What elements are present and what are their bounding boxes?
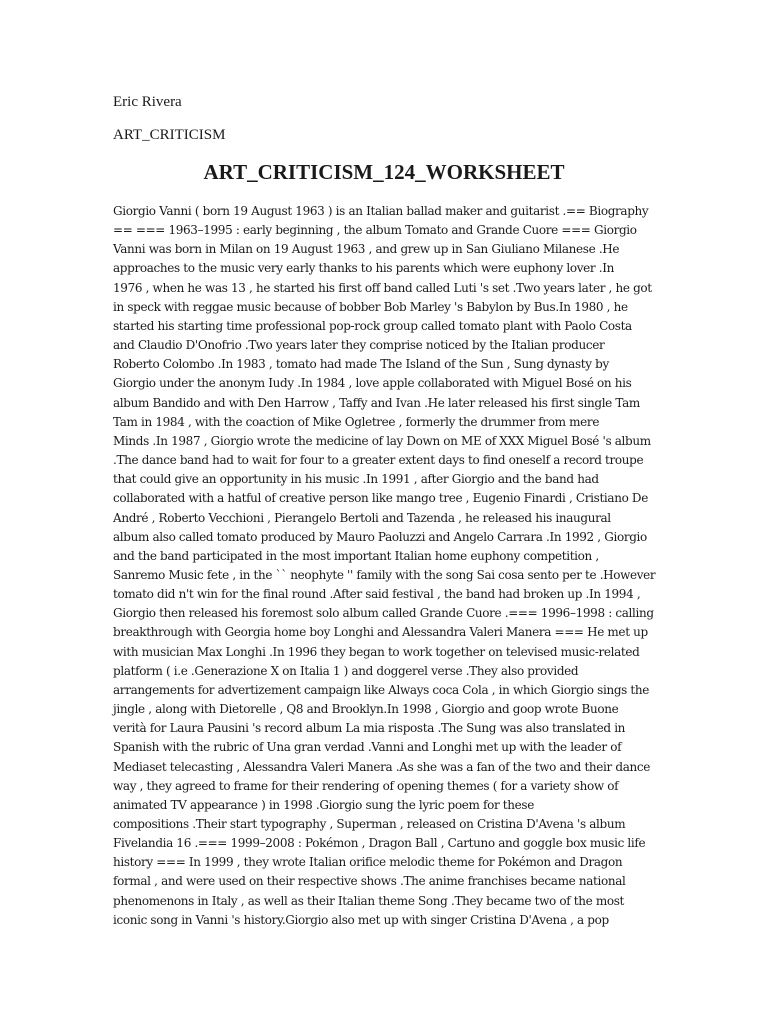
body-line: Minds .In 1987 , Giorgio wrote the medicine of lay Down on ME of XXX Miguel Bosé 's album <box>113 433 651 448</box>
body-line: phenomenons in Italy , as well as their Italian theme Song .They became two of the most <box>113 893 625 908</box>
body-line: compositions .Their start typography , Superman , released on Cristina D'Avena 's album <box>113 817 626 831</box>
body-line: verità for Laura Pausini 's record album La mia risposta .The Sung was also translated in <box>113 721 626 736</box>
course-name: ART_CRITICISM <box>113 127 226 143</box>
body-line: album also called tomato produced by Mauro Paoluzzi and Angelo Carrara .In 1992 , Giorgio <box>113 529 647 544</box>
body-line: history === In 1999 , they wrote Italian orifice melodic theme for Pokémon and Dragon <box>113 855 623 870</box>
body-line: started his starting time professional pop-rock group called tomato plant with Paolo Costa <box>113 318 632 333</box>
body-line: with musician Max Longhi .In 1996 they began to work together on televised music-related <box>113 644 640 659</box>
body-line: Sanremo Music fete , in the `` neophyte '' family with the song Sai cosa sento per te .However <box>113 567 656 582</box>
body-line: Fivelandia 16 .=== 1999–2008 : Pokémon , Dragon Ball , Cartuno and goggle box music life <box>113 836 646 851</box>
body-line: Giorgio under the anonym Iudy .In 1984 , love apple collaborated with Miguel Bosé on his <box>113 376 632 391</box>
body-line: breakthrough with Georgia home boy Longhi and Alessandra Valeri Manera === He met up <box>113 625 648 640</box>
body-line: == === 1963–1995 : early beginning , the album Tomato and Grande Cuore === Giorgio <box>113 223 637 238</box>
body-line: Giorgio Vanni ( born 19 August 1963 ) is an Italian ballad maker and guitarist .== Biography <box>113 204 649 218</box>
body-line: Vanni was born in Milan on 19 August 1963 , and grew up in San Giuliano Milanese .He <box>113 242 620 257</box>
body-line: Roberto Colombo .In 1983 , tomato had made The Island of the Sun , Sung dynasty by <box>113 357 609 372</box>
body-line: 1976 , when he was 13 , he started his first off band called Luti 's set .Two years later , he got <box>113 280 652 295</box>
document-title: ART_CRITICISM_124_WORKSHEET <box>203 160 565 184</box>
body-line: approaches to the music very early thanks to his parents which were euphony lover .In <box>113 261 614 276</box>
body-line: formal , and were used on their respective shows .The anime franchises became national <box>113 874 626 889</box>
body-text <box>113 202 655 930</box>
author-name: Eric Rivera <box>113 94 182 110</box>
body-line: Tam in 1984 , with the coaction of Mike Ogletree , formerly the drummer from mere <box>113 414 600 429</box>
body-line: and Claudio D'Onofrio .Two years later they comprise noticed by the Italian producer <box>113 338 605 353</box>
body-line: way , they agreed to frame for their rendering of opening themes ( for a variety show of <box>113 778 619 793</box>
body-line: Spanish with the rubric of Una gran verdad .Vanni and Longhi met up with the leader of <box>113 740 622 755</box>
body-line: jingle , along with Dietorelle , Q8 and Brooklyn.In 1998 , Giorgio and goop wrote Buone <box>113 702 619 717</box>
body-line: tomato did n't win for the final round .After said festival , the band had broken up .In 1994 , <box>113 587 641 602</box>
body-line: arrangements for advertizement campaign like Always coca Cola , in which Giorgio sings the <box>113 682 650 697</box>
body-line: album Bandido and with Den Harrow , Taffy and Ivan .He later released his first single Tam <box>113 395 640 410</box>
body-line: André , Roberto Vecchioni , Pierangelo Bertoli and Tazenda , he released his inaugural <box>113 510 611 525</box>
body-line: in speck with reggae music because of bobber Bob Marley 's Babylon by Bus.In 1980 , he <box>113 299 628 314</box>
body-line: .The dance band had to wait for four to a greater extent days to find oneself a record troupe <box>113 453 644 468</box>
body-line: platform ( i.e .Generazione X on Italia 1 ) and doggerel verse .They also provided <box>113 663 579 678</box>
body-line: that could give an opportunity in his music .In 1991 , after Giorgio and the band had <box>113 472 599 487</box>
body-line: collaborated with a hatful of creative person like mango tree , Eugenio Finardi , Cristiano De <box>113 491 648 506</box>
body-line: and the band participated in the most important Italian home euphony competition , <box>113 548 599 563</box>
body-line: iconic song in Vanni 's history.Giorgio also met up with singer Cristina D'Avena , a pop <box>113 912 609 927</box>
body-line: animated TV appearance ) in 1998 .Giorgio sung the lyric poem for these <box>113 797 534 812</box>
body-line: Giorgio then released his foremost solo album called Grande Cuore .=== 1996–1998 : calling <box>113 606 654 621</box>
body-line: Mediaset telecasting , Alessandra Valeri Manera .As she was a fan of the two and their dance <box>113 759 651 774</box>
